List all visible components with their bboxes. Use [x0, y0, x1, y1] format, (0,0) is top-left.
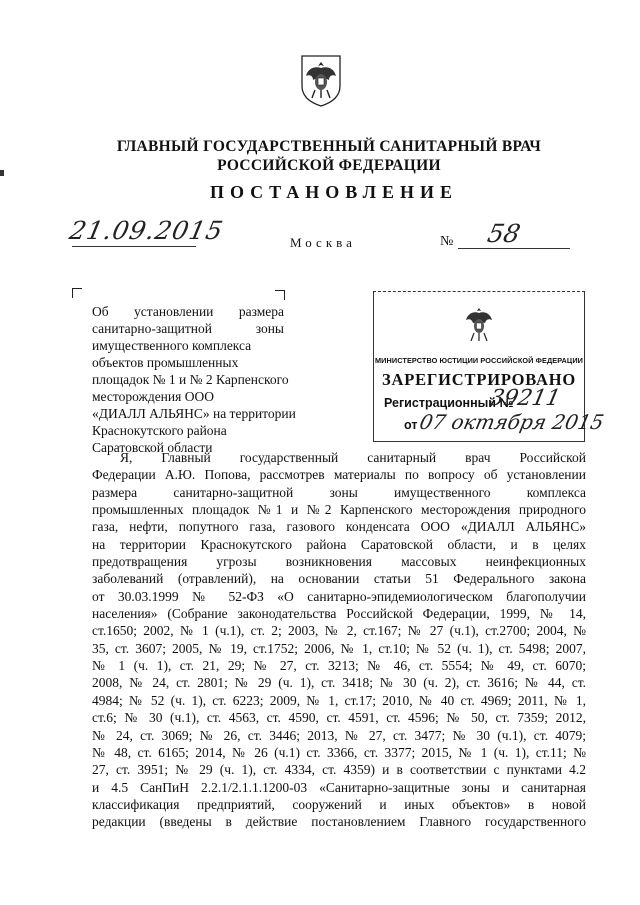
document-subject [92, 303, 296, 456]
body-line: ст.6; № 30 (ч.1), ст. 4563, ст. 4590, ст. 4591, ст. 4596; № 50, ст. 7359; 2012, [92, 710, 586, 726]
subject-line: Саратовской области [92, 440, 213, 455]
body-line: 2008, № 24, ст. 2801; № 29 (ч. 1), ст. 3418; № 30 (ч. 2), ст. 3616; № 44, ст. [92, 675, 586, 691]
body-line: Федерации А.Ю. Попова, рассмотрев материалы по вопросу об установлении [92, 467, 586, 483]
document-type: ПОСТАНОВЛЕНИЕ [209, 182, 459, 202]
number-label: № [440, 234, 454, 249]
body-line: промышленных площадок №1 и №2 Карпенского месторождения природного [92, 502, 586, 518]
authority-line-1: ГЛАВНЫЙ ГОСУДАРСТВЕННЫЙ САНИТАРНЫЙ ВРАЧ [116, 138, 542, 155]
subject-line: объектов промышленных [92, 355, 239, 370]
date-underline [72, 246, 196, 247]
stamp-ministry: МИНИСТЕРСТВО ЮСТИЦИИ РОССИЙСКОЙ ФЕДЕРАЦИИ [374, 356, 584, 365]
subject-line: площадок № 1 и № 2 Карпенского [92, 372, 289, 387]
city: Москва [290, 235, 356, 250]
body-line: 35, ст. 3607; 2005, № 19, ст.1752; 2006, № 1, ст.10; № 52 (ч. 1), ст. 5498; 2007, [92, 640, 586, 656]
body-line: редакции (введены в действие постановлением Главного государственного [92, 814, 586, 830]
stamp-reg-number: 39211 [487, 386, 563, 411]
body-line: 4984; № 52 (ч. 1), ст. 6223; 2009, № 1, ст.17; 2010, № 40 ст. 4969; 2011, № 1, [92, 692, 586, 708]
body-line: на территории Краснокутского района Саратовской области, и в целях [92, 536, 586, 552]
body-line: населения» (Собрание законодательства Российской Федерации, 1999, № 14, [92, 606, 586, 622]
coat-of-arms-icon [298, 52, 344, 108]
subject-line: месторождения ООО [92, 389, 214, 404]
subject-line: Об установлении размера [92, 304, 284, 319]
body-line: от 30.03.1999 № 52-ФЗ «О санитарно-эпидемиологическом благополучии [92, 588, 586, 604]
handwritten-number: 58 [484, 219, 523, 248]
body-line: Я, Главный государственный санитарный врач Российской [120, 450, 586, 465]
subject-line: санитарно-защитной зоны [92, 321, 284, 336]
registration-stamp [373, 291, 607, 442]
body-line: заболеваний (отравлений), на основании статьи 51 Федерального закона [92, 571, 586, 587]
handwritten-date: 21.09.2015 [66, 216, 227, 245]
subject-bracket-right [275, 290, 285, 300]
body-line: № 24, ст. 3069; № 26, ст. 3446; 2013, № 27, ст. 3477; № 30 (ч.1), ст. 4079; [92, 727, 586, 743]
issuing-authority [0, 137, 640, 175]
stamp-emblem-icon [462, 304, 496, 346]
subject-line: «ДИАЛЛ АЛЬЯНС» на территории [92, 406, 296, 421]
body-line: и 4.5 СанПиН 2.2.1/2.1.1.1200-03 «Санитарно-защитные зоны и санитарная [92, 779, 586, 795]
stamp-status: ЗАРЕГИСТРИРОВАНО [381, 370, 577, 389]
body-line: размера санитарно-защитной зоны имущественного комплекса [92, 484, 586, 500]
subject-bracket-left [72, 288, 82, 298]
number-underline [458, 248, 570, 249]
authority-line-2: РОССИЙСКОЙ ФЕДЕРАЦИИ [217, 157, 441, 174]
body-line: предотвращения угрозы возникновения массовых неинфекционных [92, 554, 586, 570]
body-line: № 1 (ч. 1), ст. 21, 29; № 27, ст. 3213; № 46, ст. 5554; № 49, ст. 6070; [92, 658, 586, 674]
body-line: 27, ст. 3951; № 29 (ч. 1), ст. 4334, ст. 4359) и в соответствии с пунктами 4.2 [92, 762, 586, 778]
body-line: классификация предприятий, сооружений и иных объектов» в новой [92, 796, 586, 812]
stamp-date: 07 октября 2015 [417, 410, 607, 434]
subject-line: имущественного комплекса [92, 338, 252, 353]
stamp-from-label: от [404, 418, 418, 432]
body-line: газа, нефти, попутного газа, газового конденсата ООО «ДИАЛЛ АЛЬЯНС» [92, 519, 586, 535]
document-body [92, 449, 586, 831]
body-line: ст.1650; 2002, № 1 (ч.1), ст. 2; 2003, № 2, ст.167; № 27 (ч.1), ст.2700; 2004, № [92, 623, 586, 639]
stamp-reg-label: Регистрационный № [384, 396, 514, 410]
subject-line: Краснокутского района [92, 423, 227, 438]
body-line: № 48, ст. 6165; 2014, № 26 (ч.1) ст. 3366, ст. 3377; 2015, № 1 (ч. 1), ст.11; № [92, 744, 586, 760]
